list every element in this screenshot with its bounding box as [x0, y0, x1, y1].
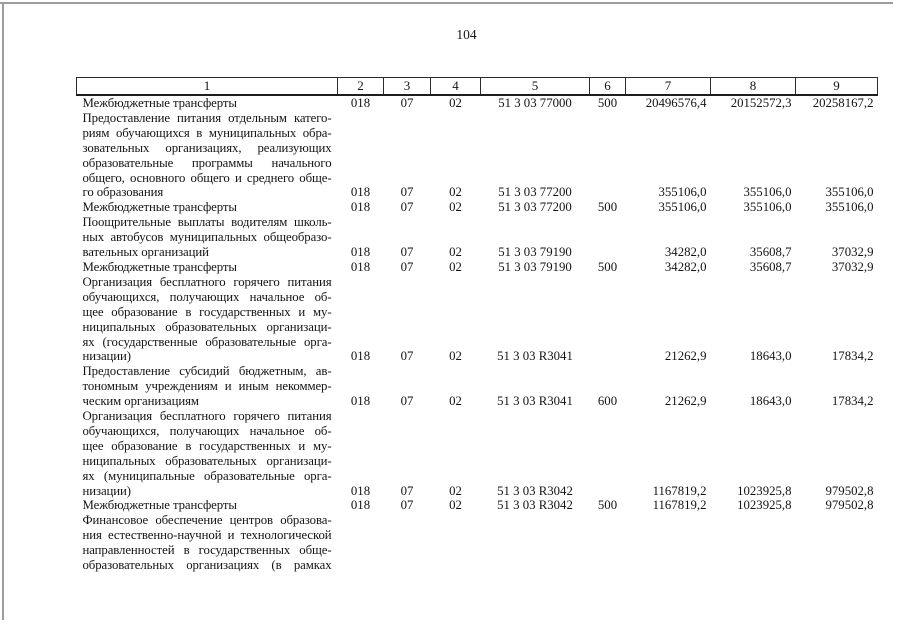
- cell-target-article-code: 51 3 03 77200: [498, 200, 572, 215]
- row-name-line: ниципальных образовательных организаци-: [82, 319, 332, 334]
- cell-amount-year2: 18643,0: [749, 349, 792, 364]
- table-row: [77, 275, 878, 364]
- cell-grbs-code: 018: [350, 394, 371, 409]
- cell-razdel-code: 07: [400, 96, 414, 110]
- row-name-cell: [77, 95, 338, 111]
- row-name-line: направленностей в государственных обще-: [82, 543, 332, 558]
- row-name-line: Межбюджетные трансферты: [82, 96, 237, 110]
- cell-amount-year3: 355106,0: [825, 185, 874, 200]
- row-name-cell: [77, 200, 338, 215]
- row-name-line: Предоставление питания отдельным катего-: [82, 110, 332, 125]
- cell-amount-year3: 17834,2: [831, 349, 874, 364]
- row-name-line: Организация бесплатного горячего питания: [82, 409, 332, 424]
- cell-razdel-code: 07: [400, 245, 414, 260]
- cell-podrazdel-code: 02: [449, 259, 462, 274]
- cell-amount-year2: 35608,7: [749, 259, 792, 274]
- cell-grbs-code: 018: [350, 483, 371, 498]
- cell-amount-year2: 355106,0: [743, 200, 792, 215]
- cell-grbs-code: 018: [350, 200, 371, 215]
- cell-expense-type-code: 500: [597, 498, 618, 513]
- cell-razdel-code: 07: [400, 483, 414, 498]
- cell-podrazdel-code: 02: [449, 245, 462, 260]
- row-name-line: ниципальных образовательных организаци-: [82, 453, 332, 468]
- row-name-line: низации): [82, 483, 131, 498]
- row-name-line: обучающихся, получающих начальное об-: [82, 289, 332, 304]
- cell-podrazdel-code: 02: [449, 394, 462, 409]
- cell-podrazdel-code: 02: [449, 483, 462, 498]
- cell-podrazdel-code: [431, 513, 481, 573]
- row-name-cell: [77, 498, 338, 513]
- row-name-cell: [77, 513, 338, 573]
- cell-grbs-code: 018: [350, 259, 371, 274]
- row-name-line: ния естественно-научной и технологической: [82, 528, 332, 543]
- cell-amount-year1: 355106,0: [658, 185, 707, 200]
- cell-target-article-code: 51 3 03 79190: [498, 259, 572, 274]
- header-cell-col4: 4: [431, 78, 481, 96]
- cell-target-article-code: 51 3 03 R3042: [497, 498, 573, 513]
- table-header-row: [77, 78, 878, 96]
- row-name-line: Межбюджетные трансферты: [82, 498, 237, 513]
- cell-amount-year1: 1167819,2: [652, 498, 707, 513]
- row-name-line: ческим организациям: [82, 394, 199, 409]
- table-body: [77, 95, 878, 573]
- cell-grbs-code: [338, 513, 384, 573]
- row-name-line: щее образование в государственных и му-: [82, 304, 332, 319]
- row-name-line: ях (муниципальные образовательные орга-: [82, 468, 332, 483]
- cell-grbs-code: 018: [350, 185, 371, 200]
- row-name-line: ях (государственные образовательные орга-: [82, 334, 332, 349]
- cell-amount-year1: 1167819,2: [652, 483, 707, 498]
- table-row: [77, 260, 878, 275]
- cell-expense-type-code: [590, 215, 626, 260]
- cell-grbs-code: 018: [350, 245, 371, 260]
- cell-razdel-code: [384, 513, 431, 573]
- cell-razdel-code: 07: [400, 259, 414, 274]
- cell-grbs-code: 018: [350, 96, 371, 110]
- row-name-line: тономным учреждениям и иным некоммер-: [82, 379, 332, 394]
- cell-amount-year2: 355106,0: [743, 185, 792, 200]
- cell-amount-year1: 34282,0: [664, 259, 707, 274]
- table-row: [77, 513, 878, 573]
- header-cell-col6: 6: [590, 78, 626, 96]
- cell-amount-year1: 34282,0: [664, 245, 707, 260]
- cell-podrazdel-code: 02: [449, 200, 462, 215]
- row-name-line: обучающихся, получающих начальное об-: [82, 423, 332, 438]
- cell-expense-type-code: 500: [597, 96, 618, 110]
- cell-amount-year2: 1023925,8: [737, 498, 792, 513]
- table-row: [77, 200, 878, 215]
- row-name-line: Финансовое обеспечение центров образова-: [82, 513, 332, 528]
- row-name-line: щее образование в государственных и му-: [82, 438, 332, 453]
- row-name-line: общего, основного общего и среднего обще-: [82, 170, 332, 185]
- cell-amount-year2: 35608,7: [749, 245, 792, 260]
- row-name-cell: [77, 260, 338, 275]
- cell-podrazdel-code: 02: [449, 96, 462, 110]
- row-name-line: го образования: [82, 185, 164, 200]
- row-name-line: Межбюджетные трансферты: [82, 259, 237, 274]
- header-cell-col5: 5: [481, 78, 590, 96]
- row-name-line: низации): [82, 349, 131, 364]
- cell-grbs-code: 018: [350, 349, 371, 364]
- cell-amount-year2: [711, 513, 796, 573]
- page-edge-left: [2, 2, 4, 620]
- cell-podrazdel-code: 02: [449, 185, 462, 200]
- row-name-line: Поощрительные выплаты водителям школь-: [82, 215, 332, 230]
- row-name-line: образовательных организациях (в рамках: [82, 558, 332, 573]
- table-row: [77, 498, 878, 513]
- cell-amount-year3: 37032,9: [831, 245, 874, 260]
- cell-amount-year3: 355106,0: [825, 200, 874, 215]
- cell-podrazdel-code: 02: [449, 349, 462, 364]
- cell-amount-year2: 1023925,8: [737, 483, 792, 498]
- cell-expense-type-code: 500: [597, 200, 618, 215]
- cell-expense-type-code: [590, 409, 626, 498]
- row-name-line: Межбюджетные трансферты: [82, 200, 237, 215]
- header-cell-col9: 9: [796, 78, 878, 96]
- header-cell-col7: 7: [626, 78, 711, 96]
- cell-amount-year1: [626, 513, 711, 573]
- header-cell-col2: 2: [338, 78, 384, 96]
- header-cell-col3: 3: [384, 78, 431, 96]
- row-name-cell: [77, 409, 338, 498]
- cell-target-article-code: 51 3 03 R3042: [497, 483, 573, 498]
- cell-target-article-code: [481, 513, 590, 573]
- cell-amount-year3: 20258167,2: [812, 96, 874, 110]
- cell-expense-type-code: 500: [597, 259, 618, 274]
- row-name-line: Предоставление субсидий бюджетным, ав-: [82, 364, 332, 379]
- table-row: [77, 111, 878, 200]
- cell-razdel-code: 07: [400, 200, 414, 215]
- cell-amount-year3: 979502,8: [825, 483, 874, 498]
- cell-amount-year3: [796, 513, 878, 573]
- row-name-cell: [77, 111, 338, 200]
- row-name-line: риям обучающихся в муниципальных обра-: [82, 125, 332, 140]
- cell-razdel-code: 07: [400, 394, 414, 409]
- cell-grbs-code: 018: [350, 498, 371, 513]
- row-name-line: образовательные программы начального: [82, 155, 332, 170]
- cell-amount-year1: 355106,0: [658, 200, 707, 215]
- cell-target-article-code: 51 3 03 77200: [498, 185, 572, 200]
- row-name-line: зовательных организациях, реализующих: [82, 140, 332, 155]
- table-row: [77, 95, 878, 111]
- cell-target-article-code: 51 3 03 77000: [498, 96, 572, 110]
- cell-amount-year1: 20496576,4: [645, 96, 707, 110]
- cell-amount-year2: 18643,0: [749, 394, 792, 409]
- cell-amount-year1: 21262,9: [664, 349, 707, 364]
- cell-amount-year3: 17834,2: [831, 394, 874, 409]
- cell-target-article-code: 51 3 03 R3041: [497, 394, 573, 409]
- cell-amount-year3: 979502,8: [825, 498, 874, 513]
- row-name-cell: [77, 364, 338, 409]
- cell-amount-year2: 20152572,3: [730, 96, 792, 110]
- cell-expense-type-code: 600: [597, 394, 618, 409]
- row-name-line: вательных организаций: [82, 245, 209, 260]
- row-name-line: ных автобусов муниципальных общеобразо-: [82, 230, 332, 245]
- row-name-cell: [77, 215, 338, 260]
- page-number: 104: [456, 27, 477, 42]
- cell-expense-type-code: [590, 275, 626, 364]
- table-row: [77, 215, 878, 260]
- cell-target-article-code: 51 3 03 79190: [498, 245, 572, 260]
- header-cell-col1: 1: [77, 78, 338, 96]
- row-name-line: Организация бесплатного горячего питания: [82, 274, 332, 289]
- cell-target-article-code: 51 3 03 R3041: [497, 349, 573, 364]
- cell-razdel-code: 07: [400, 349, 414, 364]
- row-name-cell: [77, 275, 338, 364]
- header-cell-col8: 8: [711, 78, 796, 96]
- cell-podrazdel-code: 02: [449, 498, 462, 513]
- cell-razdel-code: 07: [400, 498, 414, 513]
- table-row: [77, 364, 878, 409]
- budget-table: [76, 77, 878, 573]
- table-row: [77, 409, 878, 498]
- page-edge-top: [0, 2, 893, 4]
- cell-razdel-code: 07: [400, 185, 414, 200]
- cell-expense-type-code: [590, 513, 626, 573]
- cell-expense-type-code: [590, 111, 626, 200]
- cell-amount-year3: 37032,9: [831, 259, 874, 274]
- cell-amount-year1: 21262,9: [664, 394, 707, 409]
